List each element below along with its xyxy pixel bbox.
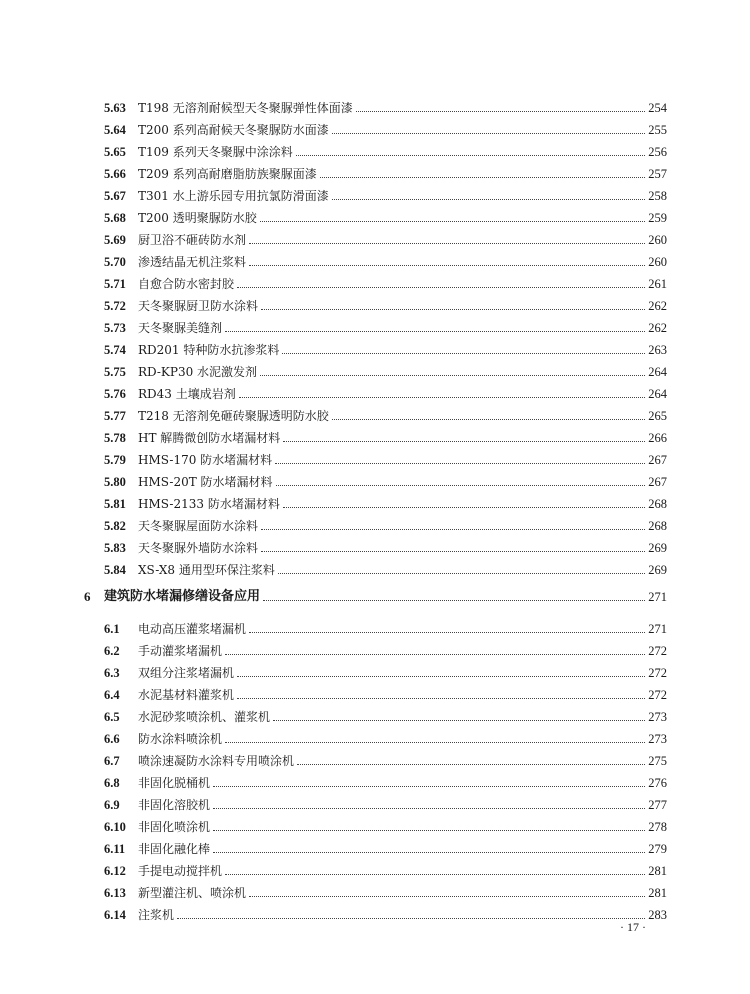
leader-dots	[177, 918, 645, 919]
leader-dots	[283, 507, 645, 508]
leader-dots	[225, 654, 645, 655]
entry-title: T198 无溶剂耐候型天冬聚脲弹性体面漆	[138, 101, 353, 115]
entry-title: RD43 土壤成岩剂	[138, 387, 236, 401]
toc-entry[interactable]	[104, 557, 667, 577]
entry-page: 273	[648, 732, 667, 746]
entry-page: 262	[648, 299, 667, 313]
leader-dots	[276, 485, 646, 486]
leader-dots	[213, 830, 645, 831]
entry-page: 264	[648, 387, 667, 401]
entry-title: T301 水上游乐园专用抗氯防滑面漆	[138, 189, 329, 203]
entry-number: 6.14	[104, 908, 126, 922]
entry-title: 水泥砂浆喷涂机、灌浆机	[138, 710, 271, 724]
entry-page: 259	[648, 211, 667, 225]
entry-number: 5.84	[104, 563, 126, 577]
entry-page: 268	[648, 497, 667, 511]
entry-title: T218 无溶剂免砸砖聚脲透明防水胶	[138, 409, 329, 423]
leader-dots	[332, 133, 646, 134]
entry-title: RD201 特种防水抗渗浆料	[138, 343, 280, 357]
entry-title: 天冬聚脲厨卫防水涂料	[138, 299, 259, 313]
entry-number: 5.73	[104, 321, 126, 335]
leader-dots	[249, 265, 645, 266]
entry-page: 254	[648, 101, 667, 115]
entry-title: 渗透结晶无机注浆料	[138, 255, 247, 269]
toc-entry[interactable]	[104, 792, 667, 812]
entry-title: 自愈合防水密封胶	[138, 277, 235, 291]
entry-number: 5.70	[104, 255, 126, 269]
toc-entry[interactable]	[104, 271, 667, 291]
entry-page: 271	[648, 622, 667, 636]
leader-dots	[356, 111, 646, 112]
entry-number: 5.79	[104, 453, 126, 467]
entry-page: 276	[648, 776, 667, 790]
entry-number: 6.7	[104, 754, 120, 768]
entry-number: 6.9	[104, 798, 120, 812]
leader-dots	[261, 551, 645, 552]
entry-title: 手动灌浆堵漏机	[138, 644, 223, 658]
leader-dots	[283, 441, 645, 442]
entry-number: 5.74	[104, 343, 126, 357]
entry-title: 厨卫浴不砸砖防水剂	[138, 233, 247, 247]
leader-dots	[332, 199, 646, 200]
entry-title: T200 系列高耐候天冬聚脲防水面漆	[138, 123, 329, 137]
entry-page: 277	[648, 798, 667, 812]
entry-title: HMS-2133 防水堵漏材料	[138, 497, 280, 511]
entry-page: 262	[648, 321, 667, 335]
entry-page: 256	[648, 145, 667, 159]
leader-dots	[225, 874, 645, 875]
toc-entry[interactable]	[104, 704, 667, 724]
toc-entry[interactable]	[104, 425, 667, 445]
entry-page: 267	[648, 475, 667, 489]
toc-entry[interactable]	[104, 858, 667, 878]
entry-title: 天冬聚脲美缝剂	[138, 321, 223, 335]
entry-page: 272	[648, 666, 667, 680]
entry-number: 5.81	[104, 497, 126, 511]
toc-entry[interactable]	[104, 359, 667, 379]
entry-page: 260	[648, 255, 667, 269]
leader-dots	[278, 573, 645, 574]
entry-number: 6.13	[104, 886, 126, 900]
entry-title: 新型灌注机、喷涂机	[138, 886, 247, 900]
toc-entry[interactable]	[104, 902, 667, 922]
toc-entry[interactable]	[104, 183, 667, 203]
entry-number: 5.78	[104, 431, 126, 445]
toc-entry[interactable]	[104, 315, 667, 335]
entry-number: 6.1	[104, 622, 120, 636]
leader-dots	[213, 852, 645, 853]
toc-entry[interactable]	[104, 491, 667, 511]
entry-number: 6.8	[104, 776, 120, 790]
entry-title: 非固化脱桶机	[138, 776, 211, 790]
toc-entry[interactable]	[104, 337, 667, 357]
toc-entry[interactable]	[104, 638, 667, 658]
toc-entry[interactable]	[104, 293, 667, 313]
entry-page: 269	[648, 563, 667, 577]
entry-page: 260	[648, 233, 667, 247]
entry-page: 272	[648, 644, 667, 658]
toc-entry[interactable]	[104, 535, 667, 555]
entry-number: 5.72	[104, 299, 126, 313]
entry-title: T209 系列高耐磨脂肪族聚脲面漆	[138, 167, 317, 181]
entry-number: 5.82	[104, 519, 126, 533]
entry-number: 5.66	[104, 167, 126, 181]
entry-title: 非固化喷涂机	[138, 820, 211, 834]
leader-dots	[249, 632, 645, 633]
toc-entry[interactable]	[104, 403, 667, 423]
toc-entry[interactable]	[104, 205, 667, 225]
toc-entry[interactable]	[104, 513, 667, 533]
entry-title: 水泥基材料灌浆机	[138, 688, 235, 702]
toc-entry[interactable]	[104, 660, 667, 680]
entry-page: 275	[648, 754, 667, 768]
entry-page: 281	[648, 886, 667, 900]
entry-number: 6.6	[104, 732, 120, 746]
leader-dots	[249, 243, 645, 244]
toc-entry[interactable]	[104, 381, 667, 401]
entry-page: 278	[648, 820, 667, 834]
toc-entry[interactable]	[104, 227, 667, 247]
entry-page: 255	[648, 123, 667, 137]
toc-entry[interactable]	[104, 447, 667, 467]
entry-page: 264	[648, 365, 667, 379]
toc-entry[interactable]	[104, 726, 667, 746]
entry-number: 6.5	[104, 710, 120, 724]
leader-dots	[297, 764, 645, 765]
entry-number: 5.76	[104, 387, 126, 401]
entry-page: 258	[648, 189, 667, 203]
entry-number: 5.68	[104, 211, 126, 225]
leader-dots	[261, 309, 645, 310]
entry-title: 非固化融化棒	[138, 842, 211, 856]
leader-dots	[225, 331, 645, 332]
entry-title: 手提电动搅拌机	[138, 864, 223, 878]
entry-page: 263	[648, 343, 667, 357]
entry-number: 5.71	[104, 277, 126, 291]
toc-entry[interactable]	[104, 880, 667, 900]
leader-dots	[237, 676, 645, 677]
leader-dots	[213, 808, 645, 809]
entry-title: 喷涂速凝防水涂料专用喷涂机	[138, 754, 295, 768]
page-number: · 17 ·	[620, 920, 646, 934]
entry-number: 5.64	[104, 123, 126, 137]
entry-number: 6.3	[104, 666, 120, 680]
entry-page: 267	[648, 453, 667, 467]
entry-page: 268	[648, 519, 667, 533]
leader-dots	[237, 698, 645, 699]
entry-title: 双组分注浆堵漏机	[138, 666, 235, 680]
entry-page: 273	[648, 710, 667, 724]
entry-page: 272	[648, 688, 667, 702]
entry-number: 5.80	[104, 475, 126, 489]
toc-entry[interactable]	[104, 95, 667, 115]
leader-dots	[282, 353, 645, 354]
entry-number: 5.63	[104, 101, 126, 115]
entry-number: 5.69	[104, 233, 126, 247]
entry-title: 非固化溶胶机	[138, 798, 211, 812]
leader-dots	[213, 786, 645, 787]
entry-number: 5.77	[104, 409, 126, 423]
toc-entry[interactable]	[104, 682, 667, 702]
chapter-page: 271	[648, 590, 667, 604]
entry-title: T109 系列天冬聚脲中涂涂料	[138, 145, 293, 159]
toc-entry[interactable]	[104, 139, 667, 159]
entry-page: 281	[648, 864, 667, 878]
entry-page: 265	[648, 409, 667, 423]
entry-title: 防水涂料喷涂机	[138, 732, 223, 746]
entry-number: 5.75	[104, 365, 126, 379]
chapter-title: 建筑防水堵漏修缮设备应用	[104, 589, 261, 604]
toc-entry[interactable]	[104, 616, 667, 636]
entry-page: 283	[648, 908, 667, 922]
entry-title: HT 解腾微创防水堵漏材料	[138, 431, 281, 445]
entry-page: 279	[648, 842, 667, 856]
entry-number: 6.2	[104, 644, 120, 658]
entry-number: 6.11	[104, 842, 126, 856]
leader-dots	[263, 600, 645, 601]
entry-title: HMS-170 防水堵漏材料	[138, 453, 273, 467]
entry-title: 注浆机	[138, 908, 175, 922]
entry-number: 6.4	[104, 688, 120, 702]
entry-number: 5.83	[104, 541, 126, 555]
toc-entry[interactable]	[104, 249, 667, 269]
entry-title: HMS-20T 防水堵漏材料	[138, 475, 273, 489]
entry-title: XS-X8 通用型环保注浆料	[138, 563, 275, 577]
leader-dots	[320, 177, 646, 178]
toc-entry[interactable]	[104, 836, 667, 856]
entry-page: 257	[648, 167, 667, 181]
chapter-number: 6	[84, 589, 91, 604]
entry-page: 269	[648, 541, 667, 555]
leader-dots	[275, 463, 645, 464]
entry-page: 266	[648, 431, 667, 445]
entry-page: 261	[648, 277, 667, 291]
entry-number: 5.67	[104, 189, 126, 203]
toc-chapter-heading[interactable]	[84, 584, 667, 604]
toc-entry[interactable]	[104, 161, 667, 181]
entry-title: 天冬聚脲外墙防水涂料	[138, 541, 259, 555]
toc-entry[interactable]	[104, 770, 667, 790]
entry-title: 天冬聚脲屋面防水涂料	[138, 519, 259, 533]
entry-number: 5.65	[104, 145, 126, 159]
leader-dots	[260, 221, 646, 222]
entry-title: T200 透明聚脲防水胶	[138, 211, 257, 225]
leader-dots	[249, 896, 645, 897]
entry-number: 6.12	[104, 864, 126, 878]
leader-dots	[273, 720, 645, 721]
leader-dots	[225, 742, 645, 743]
entry-number: 6.10	[104, 820, 126, 834]
toc-entry[interactable]	[104, 117, 667, 137]
entry-title: 电动高压灌浆堵漏机	[138, 622, 247, 636]
leader-dots	[296, 155, 646, 156]
leader-dots	[239, 397, 646, 398]
toc-entry[interactable]	[104, 469, 667, 489]
toc-entry[interactable]	[104, 814, 667, 834]
leader-dots	[261, 529, 645, 530]
entry-title: RD-KP30 水泥激发剂	[138, 365, 258, 379]
toc-entry[interactable]	[104, 748, 667, 768]
leader-dots	[260, 375, 645, 376]
leader-dots	[332, 419, 646, 420]
leader-dots	[237, 287, 645, 288]
